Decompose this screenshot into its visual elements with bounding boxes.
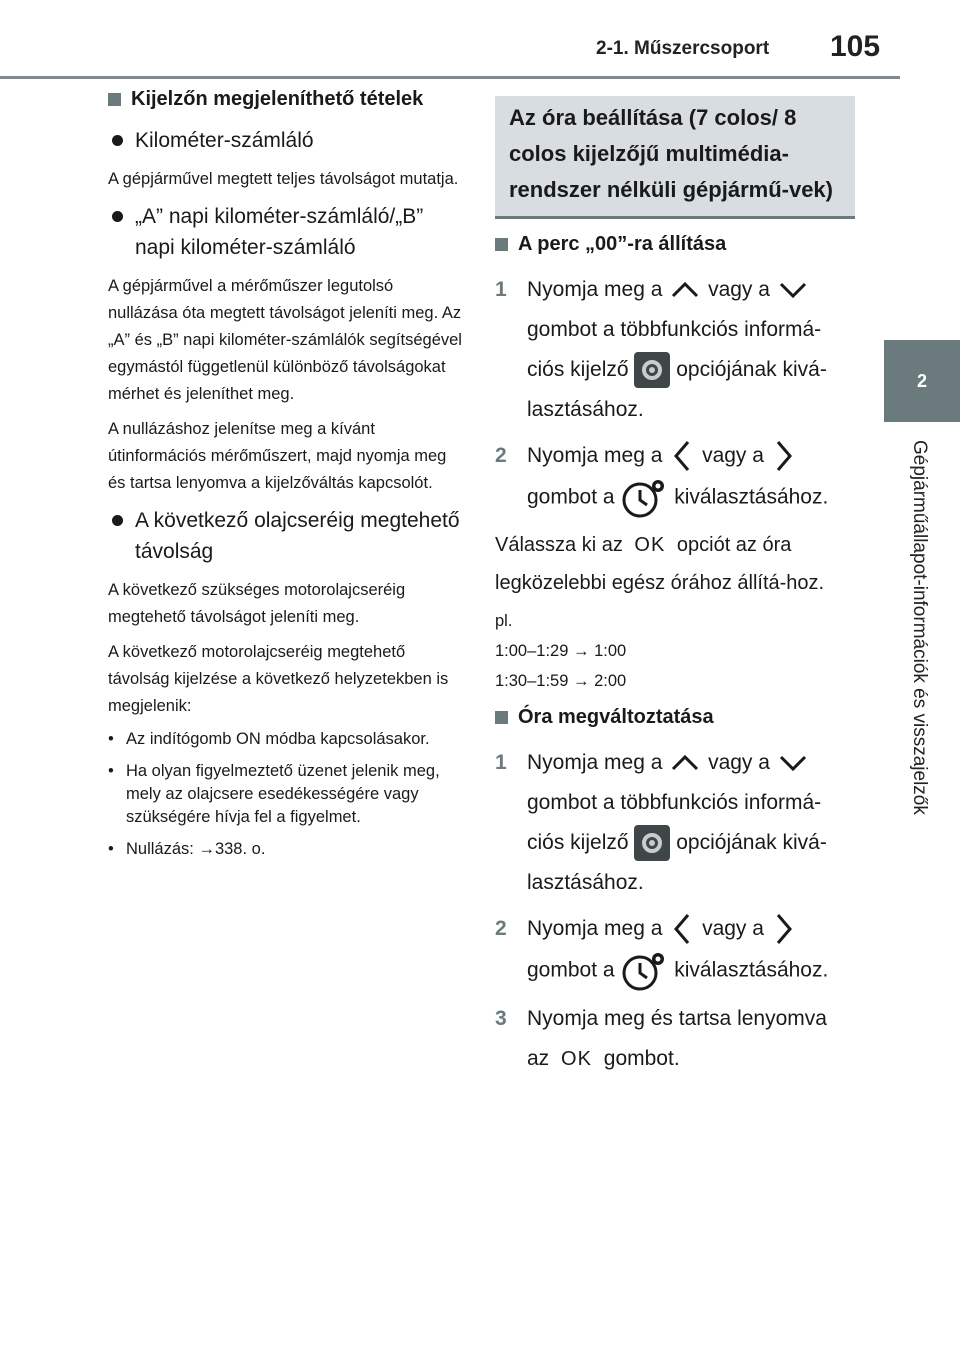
list-item: • Nullázás: →338. o. [108,840,266,858]
item-title: A következő olajcseréig megtehető távolság [135,509,460,563]
step-number: 2 [495,444,507,467]
item-text: A gépjárművel a mérőműszer legutolsó nullázása óta megtett távolságot jeleníti meg. Az „A” és „B” napi kilométer-számlálók segítségével egymástól függetlenül különböző távolságokat mérhet és jeleníthet meg. [108,277,462,403]
example-line: 1:00–1:29 → 1:00 [495,642,627,660]
heading-text: Óra megváltoztatása [518,706,714,728]
section-heading [108,88,464,111]
chevron-down-icon [776,279,810,301]
item-text: A következő szükséges motorolajcseréig megtehető távolságot jeleníti meg. [108,581,406,626]
chevron-down-icon [776,752,810,774]
left-column [108,88,464,870]
item-text: A következő motorolajcseréig megtehető távolság kijelzése a következő helyzetekben is megjelenik: [108,643,449,715]
step-number: 1 [495,278,507,301]
section-heading [495,706,855,729]
chapter-tab: 2 [884,340,960,422]
item-title: „A” napi kilométer-számláló/„B” napi kilométer-számláló [135,205,424,259]
step-3: 3 Nyomja meg és tartsa lenyomva az OK gombot. [495,999,855,1079]
bullet-list [108,728,464,861]
ok-instruction: Válassza ki az OK opciót az óra legközelebbi egész órához állítá-hoz. [495,534,825,594]
list-item: • Ha olyan figyelmeztető üzenet jelenik meg, mely az olajcsere esedékességére vagy szükségére hívja fel a figyelmet. [108,762,440,826]
chevron-up-icon [668,752,702,774]
round-bullet-icon [112,515,123,526]
clock-settings-icon [620,476,668,520]
chevron-right-icon [770,438,798,474]
item-heading [108,201,464,263]
step-number: 1 [495,751,507,774]
example-line: 1:30–1:59 → 2:00 [495,672,627,690]
chevron-up-icon [668,279,702,301]
settings-gear-icon [634,352,670,388]
chevron-left-icon [668,911,696,947]
step-1: 1 Nyomja meg a vagy a gombot a többfunkciós informá-ciós kijelző opciójának kivá-lasztásához. [495,743,855,903]
header-divider [0,76,900,79]
square-bullet-icon [495,711,508,724]
settings-gear-icon [634,825,670,861]
chapter-title-text: Gépjárműállapot-információk és visszajelzők [909,440,930,815]
ok-icon: OK [561,1048,592,1070]
ok-icon: OK [634,534,666,556]
step-1: 1 Nyomja meg a vagy a gombot a többfunkciós informá-ciós kijelző opciójának kivá-lasztásához. [495,270,855,430]
item-title: Kilométer-számláló [135,129,314,152]
round-bullet-icon [112,135,123,146]
chevron-left-icon [668,438,696,474]
page-number: 105 [830,30,881,63]
item-text: A nullázáshoz jelenítse meg a kívánt útinformációs mérőműszert, majd nyomja meg és tartsa lenyomva a kijelzőváltás kapcsolót. [108,420,447,492]
step-2: 2 Nyomja meg a vagy a gombot a kiválasztásához. [495,909,855,993]
item-heading [108,505,464,567]
topic-box: Az óra beállítása (7 colos/ 8 colos kijelzőjű multimédia-rendszer nélküli gépjármű-vek) [495,96,855,219]
heading-text: A perc „00”-ra állítása [518,233,727,255]
list-item: • Az indítógomb ON módba kapcsolásakor. [108,730,430,748]
step-number: 2 [495,917,507,940]
chapter-title-vertical [870,440,960,860]
step-2: 2 Nyomja meg a vagy a gombot a kiválasztásához. [495,436,855,520]
item-text: A gépjárművel megtett teljes távolságot mutatja. [108,170,459,188]
round-bullet-icon [112,211,123,222]
heading-text: Kijelzőn megjeleníthető tételek [131,88,424,110]
right-column [495,96,855,1085]
section-heading [495,233,855,256]
item-heading [108,125,464,156]
clock-settings-icon [620,949,668,993]
square-bullet-icon [495,238,508,251]
chevron-right-icon [770,911,798,947]
step-number: 3 [495,1007,507,1030]
section-title: 2-1. Műszercsoport [596,38,770,59]
square-bullet-icon [108,93,121,106]
example-label: pl. [495,612,513,630]
